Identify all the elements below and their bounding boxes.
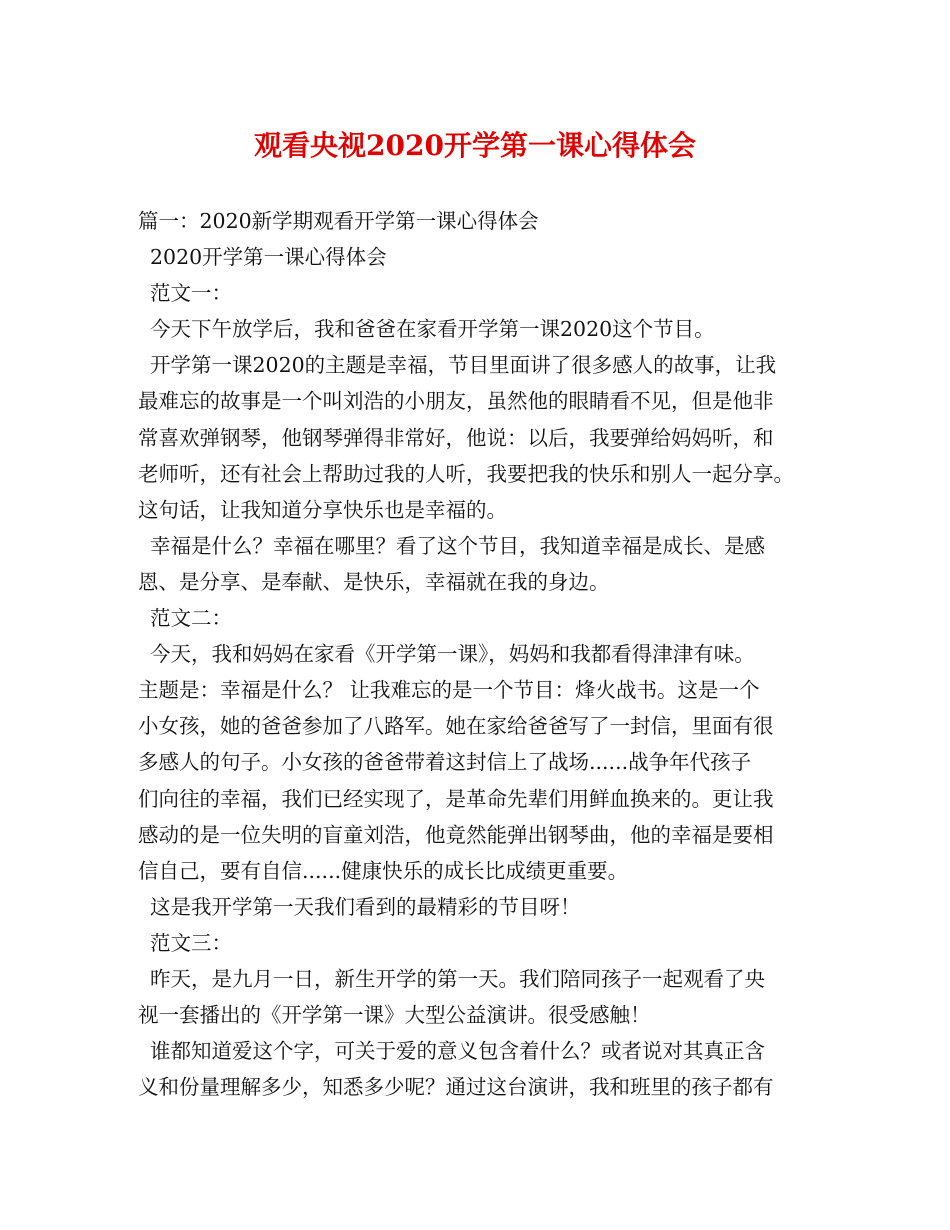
text-line: 范文三：	[150, 930, 232, 955]
text-line: 视一套播出的《开学第一课》大型公益演讲。很受感触！	[138, 1003, 651, 1028]
document-title: 观看央视2020开学第一课心得体会	[254, 129, 696, 162]
text-line: 感动的是一位失明的盲童刘浩，他竟然能弹出钢琴曲，他的幸福是要相	[138, 822, 774, 847]
text-line: 多感人的句子。小女孩的爸爸带着这封信上了战场......战争年代孩子	[138, 750, 752, 775]
text-line: 昨天，是九月一日，新生开学的第一天。我们陪同孩子一起观看了央	[150, 966, 765, 991]
text-line: 小女孩，她的爸爸参加了八路军。她在家给爸爸写了一封信，里面有很	[138, 714, 774, 739]
text-line: 最难忘的故事是一个叫刘浩的小朋友，虽然他的眼睛看不见，但是他非	[138, 389, 774, 414]
text-line: 篇一：2020新学期观看开学第一课心得体会	[138, 209, 539, 233]
text-line: 范文一：	[150, 281, 232, 306]
document-body	[138, 203, 828, 1105]
text-line: 恩、是分享、是奉献、是快乐，幸福就在我的身边。	[138, 569, 610, 594]
text-line: 今天，我和妈妈在家看《开学第一课》，妈妈和我都看得津津有味。	[150, 642, 755, 667]
text-line: 们向往的幸福，我们已经实现了，是革命先辈们用鲜血换来的。更让我	[138, 786, 774, 811]
text-line: 常喜欢弹钢琴，他钢琴弹得非常好，他说：以后，我要弹给妈妈听，和	[138, 425, 774, 450]
text-line: 开学第一课2020的主题是幸福，节目里面讲了很多感人的故事，让我	[150, 353, 777, 378]
text-line: 谁都知道爱这个字，可关于爱的意义包含着什么？或者说对其真正含	[150, 1039, 765, 1064]
text-line: 信自己，要有自信......健康快乐的成长比成绩更重要。	[138, 858, 629, 883]
text-line: 义和份量理解多少，知悉多少呢？通过这台演讲，我和班里的孩子都有	[138, 1075, 774, 1100]
text-line: 主题是：幸福是什么？ 让我难忘的是一个节目：烽火战书。这是一个	[138, 678, 760, 703]
text-line: 范文二：	[150, 606, 232, 631]
text-line: 2020开学第一课心得体会	[150, 245, 387, 270]
text-line: 老师听，还有社会上帮助过我的人听，我要把我的快乐和别人一起分享。	[138, 461, 794, 486]
text-line: 幸福是什么？幸福在哪里？看了这个节目，我知道幸福是成长、是感	[150, 533, 765, 558]
text-line: 今天下午放学后，我和爸爸在家看开学第一课2020这个节目。	[150, 317, 715, 342]
text-line: 这是我开学第一天我们看到的最精彩的节目呀！	[150, 894, 581, 919]
text-line: 这句话，让我知道分享快乐也是幸福的。	[138, 497, 507, 522]
